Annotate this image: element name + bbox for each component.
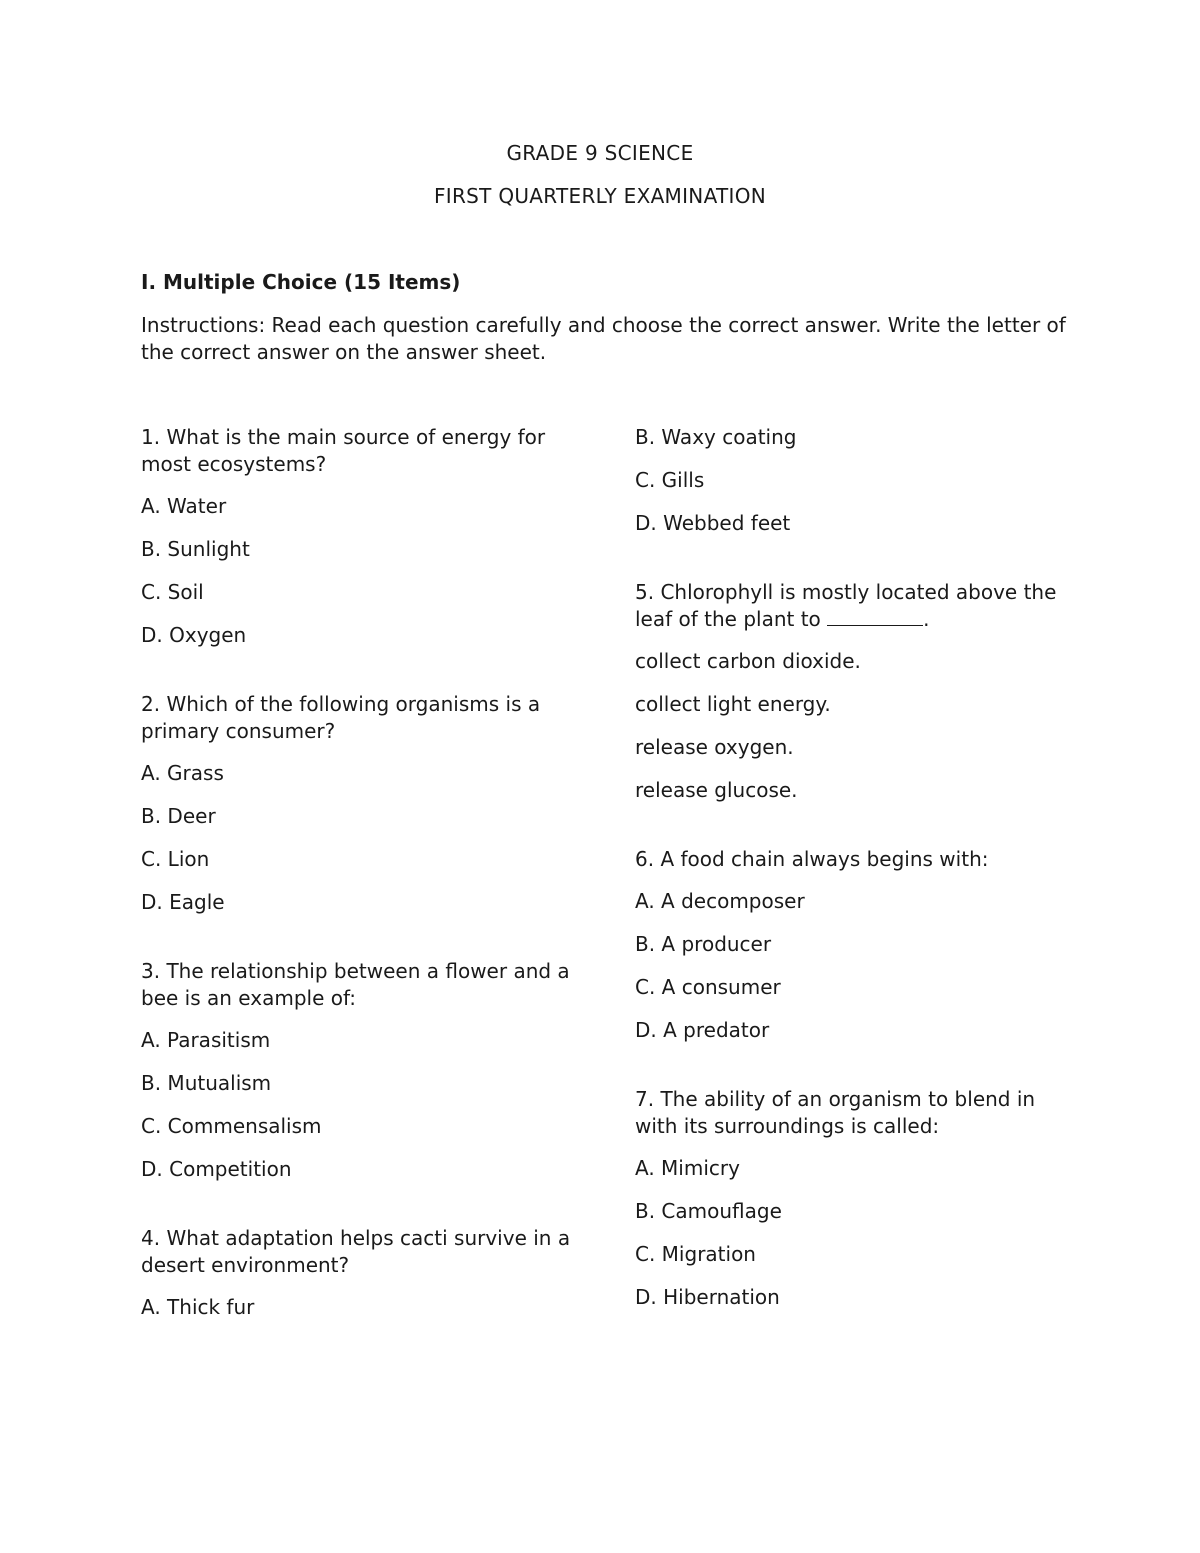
option-1: collect carbon dioxide. xyxy=(635,649,861,673)
option-d: D. A predator xyxy=(635,1018,770,1042)
option-d: D. Webbed feet xyxy=(635,511,791,535)
question-1 xyxy=(141,424,571,649)
option-a: A. A decomposer xyxy=(635,889,805,913)
question-4-continued xyxy=(635,424,1065,537)
option-b: B. A producer xyxy=(635,932,772,956)
option-a: A. Parasitism xyxy=(141,1028,271,1052)
option-a: A. Thick fur xyxy=(141,1295,255,1319)
option-c: C. A consumer xyxy=(635,975,781,999)
question-2 xyxy=(141,691,571,916)
question-stem: 6. A food chain always begins with: xyxy=(635,847,989,871)
option-b: B. Waxy coating xyxy=(635,425,797,449)
option-d: D. Hibernation xyxy=(635,1285,780,1309)
option-d: D. Oxygen xyxy=(141,623,247,647)
question-3 xyxy=(141,958,571,1183)
exam-title: GRADE 9 SCIENCE xyxy=(506,141,694,165)
option-c: C. Migration xyxy=(635,1242,756,1266)
option-c: C. Gills xyxy=(635,468,705,492)
question-stem: 3. The relationship between a flower and a bee is an example of: xyxy=(141,959,570,1010)
question-stem xyxy=(635,579,1065,633)
question-7 xyxy=(635,1086,1065,1311)
question-stem-end: . xyxy=(923,607,930,631)
option-c: C. Soil xyxy=(141,580,204,604)
answer-blank xyxy=(827,607,923,626)
option-4: release glucose. xyxy=(635,778,798,802)
question-stem-text: 5. Chlorophyll is mostly located above the leaf of the plant to xyxy=(635,580,1057,631)
option-d: D. Eagle xyxy=(141,890,225,914)
section-heading: I. Multiple Choice (15 Items) xyxy=(141,270,461,294)
question-stem: 4. What adaptation helps cacti survive in a desert environment? xyxy=(141,1226,571,1277)
option-2: collect light energy. xyxy=(635,692,831,716)
option-3: release oxygen. xyxy=(635,735,794,759)
question-stem: 1. What is the main source of energy for most ecosystems? xyxy=(141,425,546,476)
option-b: B. Sunlight xyxy=(141,537,250,561)
instructions-text: Instructions: Read each question carefully and choose the correct answer. Write the letter of the correct answer on the answer sheet. xyxy=(141,313,1066,364)
option-c: C. Commensalism xyxy=(141,1114,322,1138)
option-a: A. Water xyxy=(141,494,227,518)
option-a: A. Mimicry xyxy=(635,1156,740,1180)
option-b: B. Deer xyxy=(141,804,216,828)
question-stem: 7. The ability of an organism to blend in with its surroundings is called: xyxy=(635,1087,1036,1138)
option-b: B. Mutualism xyxy=(141,1071,272,1095)
option-b: B. Camouflage xyxy=(635,1199,782,1223)
exam-subtitle: FIRST QUARTERLY EXAMINATION xyxy=(433,184,767,208)
question-4 xyxy=(141,1225,571,1321)
question-6 xyxy=(635,846,1065,1044)
question-stem: 2. Which of the following organisms is a primary consumer? xyxy=(141,692,541,743)
left-column xyxy=(141,424,571,1363)
right-column xyxy=(635,424,1065,1353)
option-c: C. Lion xyxy=(141,847,210,871)
question-5 xyxy=(635,579,1065,804)
option-d: D. Competition xyxy=(141,1157,292,1181)
option-a: A. Grass xyxy=(141,761,224,785)
